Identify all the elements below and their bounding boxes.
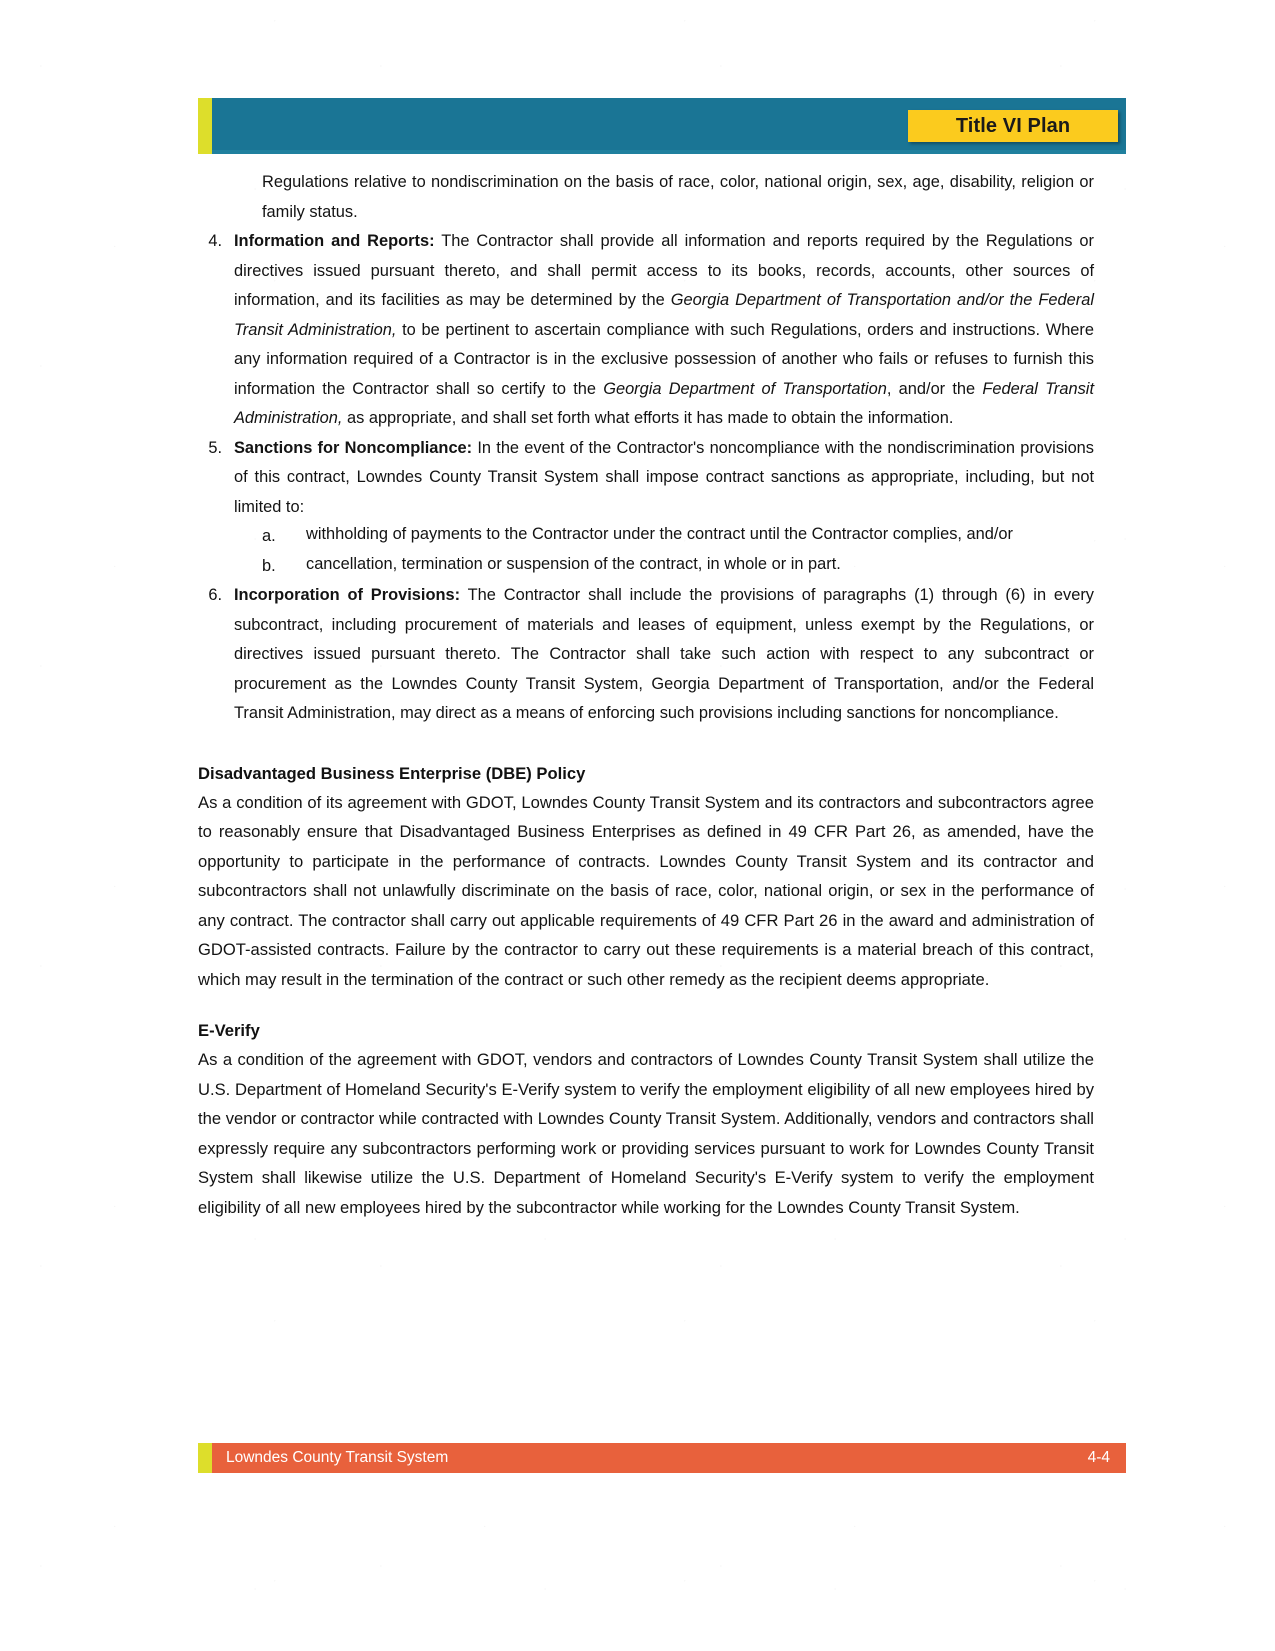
list-marker-5: 5. bbox=[208, 438, 222, 457]
page-title: Title VI Plan bbox=[955, 114, 1071, 137]
list-item-6-body bbox=[234, 581, 1094, 729]
list-item-5-title: Sanctions for Noncompliance: bbox=[234, 438, 473, 457]
list-item-4-text-1: The Contractor shall provide all information and reports required by the Regulations or directives issued pursuant thereto, and shall permit access to its books, records, accounts, other sources of information, and its facilities as may be determined by the bbox=[234, 232, 1094, 309]
section-heading-everify: E-Verify bbox=[198, 1021, 260, 1040]
list-item-4-text-3: , and/or the bbox=[886, 379, 983, 398]
footer-page-number: 4-4 bbox=[1087, 1449, 1110, 1466]
list-item-4-text-4: as appropriate, and shall set forth what efforts it has made to obtain the information. bbox=[342, 409, 954, 427]
list-item-4-title: Information and Reports: bbox=[234, 232, 435, 250]
list-item-4-body bbox=[234, 227, 1094, 434]
document-content bbox=[198, 168, 1094, 1222]
list-marker-4: 4. bbox=[208, 232, 222, 250]
footer-accent-tab bbox=[198, 1443, 212, 1473]
list-item-6-title: Incorporation of Provisions: bbox=[234, 586, 461, 604]
list-item-6-text-1: The Contractor shall include the provisions of paragraphs (1) through (6) in every subcontract, including procurement of materials and leases of equipment, unless exempt by the Regulations, or directives issued pursuant thereto. The Contractor shall take such action with respect to any subcontract or procurement as the Lowndes County Transit System, Georgia Department of Transportation, and/or the Federal Transit Administration, may direct as a means of enforcing such provisions including sanctions for noncompliance. bbox=[234, 586, 1094, 722]
list-marker-6: 6. bbox=[208, 586, 222, 604]
footer-banner bbox=[212, 1443, 1126, 1473]
footer-organization-name: Lowndes County Transit System bbox=[226, 1449, 449, 1466]
list-item-5 bbox=[198, 434, 1094, 523]
list-item-5b bbox=[262, 552, 1094, 582]
header-banner-underline bbox=[212, 150, 1126, 154]
list-item-5a bbox=[262, 522, 1094, 552]
list-item-5a-text: withholding of payments to the Contractor under the contract until the Contractor complies, and/or bbox=[306, 525, 1013, 543]
list-item-6 bbox=[198, 581, 1094, 729]
list-item-4-text-2: to be pertinent to ascertain compliance with such Regulations, orders and instructions. Where any information required of a Contractor is in the exclusive possession of another who fails or refuses to furnish this information the Contractor shall so certify to the bbox=[234, 320, 1094, 398]
list-item-5-text-1: In the event of the Contractor's noncompliance with the nondiscrimination provisions of this contract, Lowndes County Transit System shall impose contract sanctions as appropriate, including, but not limited to: bbox=[234, 438, 1094, 516]
section-heading-dbe: Disadvantaged Business Enterprise (DBE) Policy bbox=[198, 763, 586, 783]
section-body-dbe: As a condition of its agreement with GDOT, Lowndes County Transit System and its contractors and subcontractors agree to reasonably ensure that Disadvantaged Business Enterprises as defined in 49 CFR Part 26, as amended, have the opportunity to participate in the performance of contracts. Lowndes County Transit System and its contractor and subcontractors shall not unlawfully discriminate on the basis of race, color, national origin, or sex in the performance of any contract. The contractor shall carry out applicable requirements of 49 CFR Part 26 in the award and administration of GDOT-assisted contracts. Failure by the contractor to carry out these requirements is a material breach of this contract, which may result in the termination of the contract or such other remedy as the recipient deems appropriate. bbox=[198, 792, 1094, 989]
intro-continuation-paragraph: Regulations relative to nondiscrimination on the basis of race, color, national origin, sex, age, disability, religion or family status. bbox=[262, 173, 1094, 221]
list-marker-5a: a. bbox=[262, 527, 276, 545]
list-item-5-body bbox=[234, 434, 1094, 523]
list-item-4 bbox=[198, 227, 1094, 434]
header-accent-tab bbox=[198, 98, 212, 154]
spacer bbox=[198, 729, 1094, 759]
list-item-4-italic-3: Federal Transit Administration, bbox=[234, 379, 1094, 427]
list-marker-5b: b. bbox=[262, 556, 276, 575]
list-item-5b-text: cancellation, termination or suspension of the contract, in whole or in part. bbox=[306, 554, 841, 573]
page-header bbox=[198, 98, 1126, 154]
list-item-4-italic-1: Georgia Department of Transportation and/or the Federal Transit Administration, bbox=[234, 291, 1094, 339]
section-body-everify: As a condition of the agreement with GDOT, vendors and contractors of Lowndes County Transit System shall utilize the U.S. Department of Homeland Security's E-Verify system to verify the employment eligibility of all new employees hired by the vendor or contractor while contracted with Lowndes County Transit System. Additionally, vendors and contractors shall expressly require any subcontractors performing work or providing services pursuant to work for Lowndes County Transit System shall likewise utilize the U.S. Department of Homeland Security's E-Verify system to verify the employment eligibility of all new employees hired by the subcontractor while working for the Lowndes County Transit System. bbox=[198, 1050, 1094, 1217]
spacer bbox=[198, 994, 1094, 1016]
header-title-badge bbox=[908, 110, 1118, 142]
list-item-4-italic-2: Georgia Department of Transportation bbox=[603, 379, 887, 398]
page-footer bbox=[198, 1443, 1126, 1473]
